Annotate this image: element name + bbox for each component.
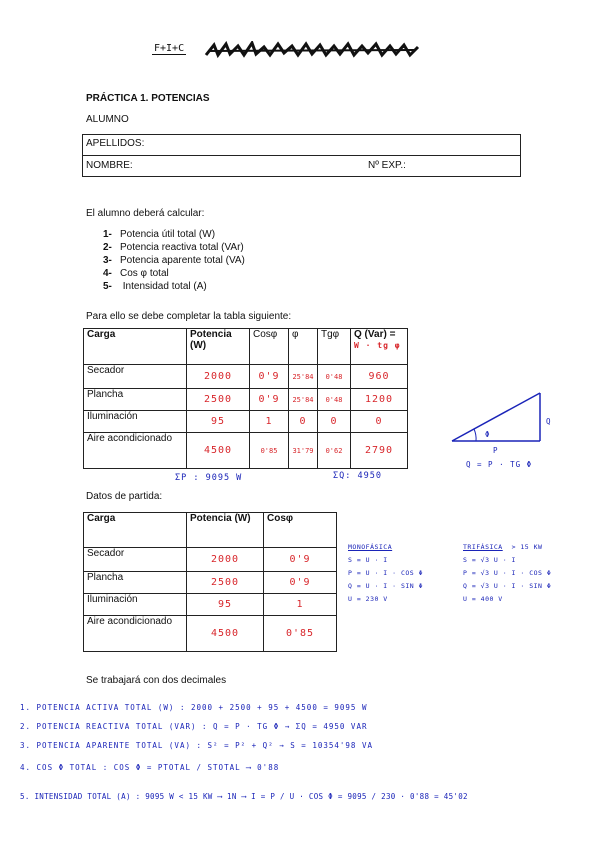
mono-title: MONOFÁSICA — [348, 543, 393, 551]
col-header-potencia: Potencia (W) — [187, 513, 264, 548]
sum-p: ΣP : 9095 W — [175, 473, 243, 483]
cell-carga: Aire acondicionado — [84, 616, 187, 652]
tri-note: > 15 KW — [511, 543, 543, 551]
answer-5: 5. INTENSIDAD TOTAL (A) : 9095 W < 15 KW ⟶ 1N ⟶ I = P / U · COS Φ = 9095 / 230 · 0'88 = 45'02 — [20, 792, 468, 801]
table-row — [84, 365, 408, 389]
cell-potencia[interactable]: 95 — [187, 411, 250, 433]
mono-formulas — [348, 543, 423, 608]
task-text: Potencia útil total (W) — [120, 229, 216, 240]
col-header-tg: Tgφ — [318, 329, 351, 365]
starting-data-table — [83, 512, 337, 652]
cell-carga: Secador — [84, 548, 187, 572]
task-item — [103, 229, 245, 242]
cell-phi[interactable]: 25'84 — [289, 365, 318, 389]
decimals-note: Se trabajará con dos decimales — [86, 675, 227, 686]
cell-phi[interactable]: 31'79 — [289, 433, 318, 469]
header-stamp — [152, 41, 412, 59]
cell-cos[interactable]: 1 — [250, 411, 289, 433]
mono-formula: P = U · I · COS Φ — [348, 569, 424, 577]
exp-label: Nº EXP.: — [368, 160, 406, 171]
tri-formula: S = √3 U · I — [463, 556, 516, 564]
answer-4: 4. COS Φ TOTAL : COS Φ = PTOTAL / STOTAL ⟶ 0'88 — [20, 763, 280, 772]
cell-potencia: 2500 — [187, 572, 264, 594]
cell-cos: 0'9 — [264, 572, 337, 594]
task-item — [103, 281, 245, 294]
cell-cos: 0'85 — [264, 616, 337, 652]
table-row — [84, 548, 337, 572]
signature-scribble — [204, 41, 424, 59]
triangle-q-label: Q — [546, 417, 552, 426]
col-header-q — [351, 329, 408, 365]
task-text: Intensidad total (A) — [120, 281, 207, 292]
cell-q[interactable]: 960 — [351, 365, 408, 389]
triangle-angle-label: Φ — [485, 430, 491, 439]
table-row — [84, 616, 337, 652]
task-num: 3- — [103, 255, 112, 266]
student-section-label: ALUMNO — [86, 114, 129, 125]
mono-formula: Q = U · I · SIN Φ — [348, 582, 424, 590]
cell-carga: Plancha — [84, 572, 187, 594]
col-header-carga: Carga — [84, 329, 187, 365]
task-item — [103, 255, 245, 268]
answer-3: 3. POTENCIA APARENTE TOTAL (VA) : S² = P² + Q² → S = 10354'98 VA — [20, 741, 373, 750]
cell-q[interactable]: 1200 — [351, 389, 408, 411]
cell-potencia: 95 — [187, 594, 264, 616]
cell-potencia: 4500 — [187, 616, 264, 652]
cell-potencia[interactable]: 2500 — [187, 389, 250, 411]
stamp-text: F+I+C — [154, 43, 185, 54]
cell-cos: 0'9 — [264, 548, 337, 572]
cell-tg[interactable]: 0 — [318, 411, 351, 433]
answer-2: 2. POTENCIA REACTIVA TOTAL (VAR) : Q = P · TG Φ → ΣQ = 4950 VAR — [20, 722, 368, 731]
task-text: Cos φ total — [120, 268, 169, 279]
cell-cos[interactable]: 0'9 — [250, 365, 289, 389]
tri-formula: Q = √3 U · I · SIN Φ — [463, 582, 552, 590]
name-row[interactable] — [83, 156, 520, 176]
cell-potencia[interactable]: 4500 — [187, 433, 250, 469]
q-formula: W · tg φ — [354, 341, 401, 350]
tri-formulas — [463, 543, 551, 608]
cell-phi[interactable]: 25'84 — [289, 389, 318, 411]
tri-formula: U = 400 V — [463, 595, 503, 603]
cell-carga: Plancha — [84, 389, 187, 411]
col-header-cos: Cosφ — [264, 513, 337, 548]
q-header-label: Q (Var) = — [354, 329, 396, 340]
task-item — [103, 242, 245, 255]
cell-tg[interactable]: 0'62 — [318, 433, 351, 469]
table-row — [84, 411, 408, 433]
task-text: Potencia aparente total (VA) — [120, 255, 245, 266]
cell-potencia: 2000 — [187, 548, 264, 572]
col-header-carga: Carga — [84, 513, 187, 548]
table1-intro: Para ello se debe completar la tabla siguiente: — [86, 311, 292, 322]
cell-phi[interactable]: 0 — [289, 411, 318, 433]
surnames-label: APELLIDOS: — [86, 138, 145, 149]
task-num: 2- — [103, 242, 112, 253]
cell-carga: Aire acondicionado — [84, 433, 187, 469]
cell-cos[interactable]: 0'9 — [250, 389, 289, 411]
col-header-phi: φ — [289, 329, 318, 365]
table-row — [84, 572, 337, 594]
cell-carga: Iluminación — [84, 594, 187, 616]
tri-title: TRIFÁSICA — [463, 543, 503, 551]
sum-q: ΣQ: 4950 — [333, 471, 382, 481]
col-header-cos: Cosφ — [250, 329, 289, 365]
task-num: 1- — [103, 229, 112, 240]
triangle-formula: Q = P · TG Φ — [466, 460, 533, 469]
name-label: NOMBRE: — [86, 160, 133, 171]
triangle-p-label: P — [493, 446, 499, 455]
cell-potencia[interactable]: 2000 — [187, 365, 250, 389]
table-row — [84, 433, 408, 469]
cell-q[interactable]: 0 — [351, 411, 408, 433]
cell-carga: Secador — [84, 365, 187, 389]
student-box — [82, 134, 521, 177]
cell-cos: 1 — [264, 594, 337, 616]
tri-formula: P = √3 U · I · COS Φ — [463, 569, 552, 577]
page-title: PRÁCTICA 1. POTENCIAS — [86, 93, 210, 104]
cell-cos[interactable]: 0'85 — [250, 433, 289, 469]
cell-tg[interactable]: 0'48 — [318, 365, 351, 389]
task-num: 4- — [103, 268, 112, 279]
mono-formula: S = U · I — [348, 556, 388, 564]
task-list — [103, 229, 245, 294]
task-text: Potencia reactiva total (VAr) — [120, 242, 244, 253]
table-row — [84, 389, 408, 411]
table2-intro: Datos de partida: — [86, 491, 163, 502]
cell-carga: Iluminación — [84, 411, 187, 433]
completion-table — [83, 328, 408, 469]
cell-tg[interactable]: 0'48 — [318, 389, 351, 411]
surnames-row[interactable] — [83, 135, 520, 156]
task-item — [103, 268, 245, 281]
task-num: 5- — [103, 281, 112, 292]
mono-formula: U = 230 V — [348, 595, 388, 603]
col-header-potencia: Potencia (W) — [187, 329, 250, 365]
instruction-text: El alumno deberá calcular: — [86, 208, 205, 219]
cell-q[interactable]: 2790 — [351, 433, 408, 469]
answer-1: 1. POTENCIA ACTIVA TOTAL (W) : 2000 + 2500 + 95 + 4500 = 9095 W — [20, 703, 368, 712]
table-row — [84, 594, 337, 616]
